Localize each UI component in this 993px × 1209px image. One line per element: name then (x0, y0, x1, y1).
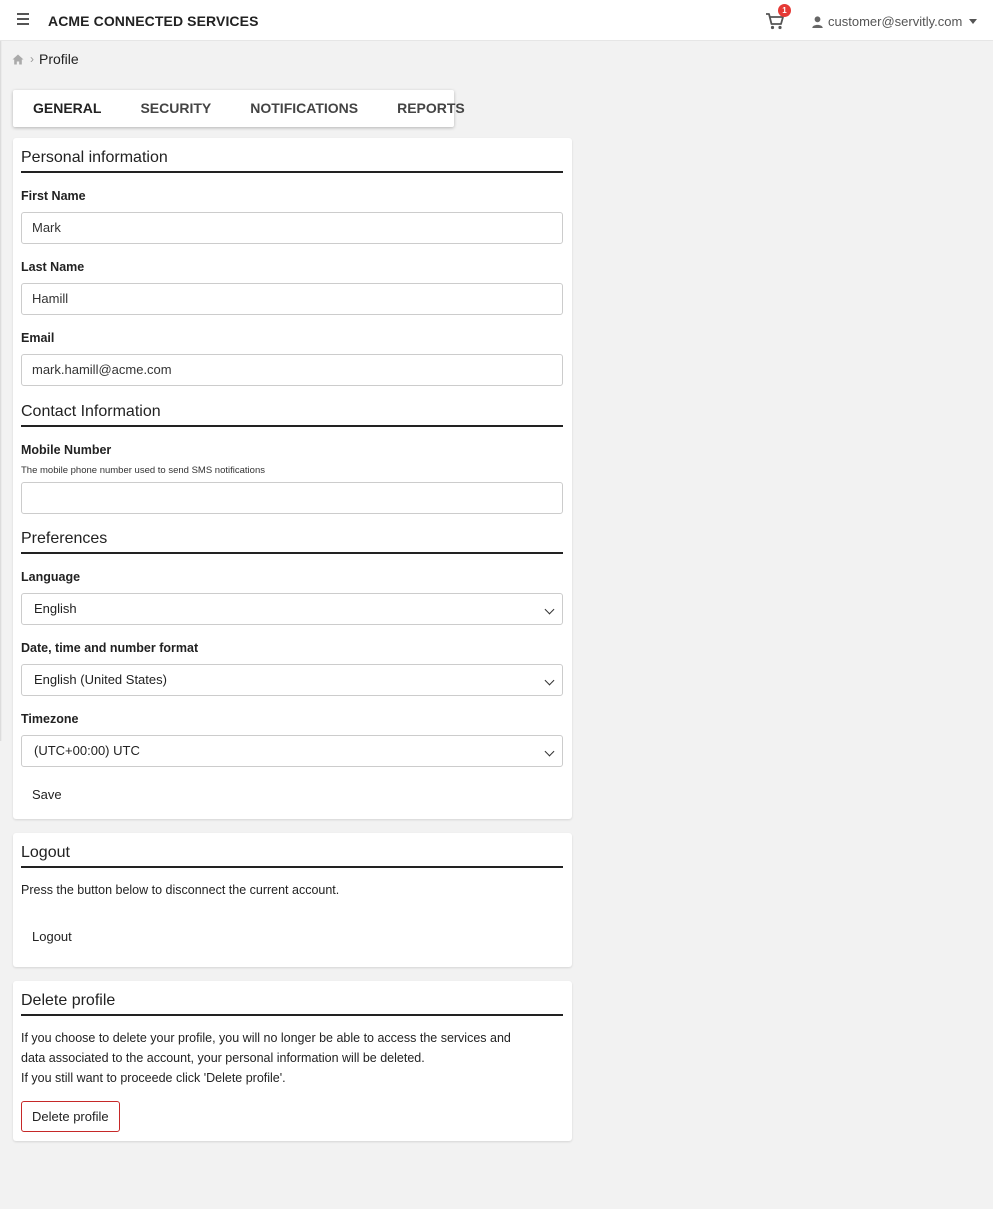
profile-tabs (13, 90, 465, 127)
top-bar (0, 0, 993, 41)
logout-card (13, 833, 572, 967)
logout-button[interactable]: Logout (32, 929, 72, 944)
delete-warning-line-3: If you still want to proceede click 'Delete profile'. (21, 1071, 286, 1085)
contact-info-title: Contact Information (21, 403, 563, 427)
tab-security[interactable]: SECURITY (140, 100, 212, 116)
first-name-input[interactable]: Mark (21, 212, 563, 244)
chevron-down-icon (545, 747, 555, 757)
profile-form-card (13, 138, 572, 819)
timezone-label: Timezone (21, 712, 79, 726)
mobile-number-hint: The mobile phone number used to send SMS notifications (21, 465, 265, 476)
logout-title: Logout (21, 844, 563, 868)
timezone-selected-value: (UTC+00:00) UTC (34, 743, 140, 758)
logout-description: Press the button below to disconnect the current account. (21, 883, 340, 897)
format-label: Date, time and number format (21, 641, 199, 655)
cart-count-badge: 1 (778, 4, 791, 17)
user-icon (812, 16, 823, 28)
language-select[interactable] (21, 593, 563, 625)
hamburger-menu-icon[interactable] (17, 13, 31, 25)
tab-notifications[interactable]: NOTIFICATIONS (250, 100, 359, 116)
left-edge-shadow (0, 41, 2, 741)
chevron-down-icon (545, 676, 555, 686)
format-selected-value: English (United States) (34, 672, 167, 687)
tab-general[interactable]: GENERAL (33, 100, 102, 116)
home-icon[interactable] (12, 54, 24, 65)
delete-profile-title: Delete profile (21, 992, 563, 1016)
caret-down-icon (969, 19, 977, 24)
delete-profile-button[interactable]: Delete profile (21, 1101, 120, 1132)
breadcrumb-current: Profile (39, 51, 79, 67)
email-input[interactable]: mark.hamill@acme.com (21, 354, 563, 386)
mobile-number-input[interactable] (21, 482, 563, 514)
breadcrumb-separator-icon: › (30, 52, 34, 66)
app-title: ACME CONNECTED SERVICES (48, 13, 259, 29)
last-name-input[interactable]: Hamill (21, 283, 563, 315)
personal-info-title: Personal information (21, 149, 563, 173)
user-menu[interactable] (812, 14, 977, 29)
last-name-label: Last Name (21, 260, 85, 274)
save-button[interactable]: Save (32, 787, 62, 802)
language-label: Language (21, 570, 81, 584)
timezone-select[interactable] (21, 735, 563, 767)
tab-reports[interactable]: REPORTS (397, 100, 465, 116)
language-selected-value: English (34, 601, 77, 616)
mobile-number-label: Mobile Number (21, 443, 112, 457)
delete-profile-card (13, 981, 572, 1141)
first-name-label: First Name (21, 189, 86, 203)
format-select[interactable] (21, 664, 563, 696)
email-label: Email (21, 331, 55, 345)
delete-warning-line-1: If you choose to delete your profile, you will no longer be able to access the services and (21, 1031, 511, 1045)
delete-warning-line-2: data associated to the account, your personal information will be deleted. (21, 1051, 425, 1065)
breadcrumb (12, 51, 79, 67)
user-email: customer@servitly.com (828, 14, 963, 29)
preferences-title: Preferences (21, 530, 563, 554)
chevron-down-icon (545, 605, 555, 615)
